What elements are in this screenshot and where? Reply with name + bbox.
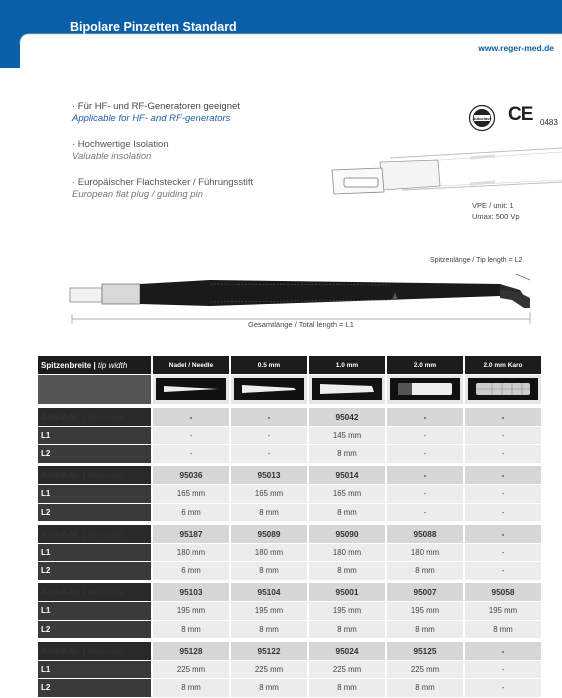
page-title: Bipolare Pinzetten Standard: [70, 20, 237, 34]
table-cell: -: [230, 426, 308, 445]
column-header: 2.0 mm Karo: [464, 356, 542, 375]
table-cell: 95014: [308, 466, 386, 485]
article-row-label: Artikel-Nr. | item code: [38, 408, 152, 427]
forceps-illustration: [60, 262, 540, 324]
tip-image-cell: [152, 375, 230, 405]
feature-isolation: [72, 139, 169, 163]
l1-row: [38, 602, 542, 621]
table-cell: 8 mm: [464, 620, 542, 639]
table-cell: 8 mm: [230, 503, 308, 522]
tip-05-icon: [234, 378, 304, 400]
column-header: 2.0 mm: [386, 356, 464, 375]
tip-image-cell: [464, 375, 542, 405]
article-row: [38, 642, 542, 661]
total-length-label: Gesamtlänge / Total length = L1: [248, 320, 354, 329]
feature-en: European flat plug / guiding pin: [72, 189, 203, 200]
svg-text:Autoclave: Autoclave: [472, 115, 492, 121]
table-header-row: [38, 356, 542, 375]
column-header: 1.0 mm: [308, 356, 386, 375]
vpe-unit: VPE / unit: 1: [472, 201, 514, 210]
table-cell: -: [464, 562, 542, 581]
l2-row-label: L2: [38, 562, 152, 581]
table-cell: -: [464, 660, 542, 679]
table-cell: -: [230, 408, 308, 427]
l1-row-label: L1: [38, 660, 152, 679]
table-cell: 8 mm: [386, 679, 464, 698]
table-cell: -: [152, 408, 230, 427]
table-cell: 180 mm: [230, 543, 308, 562]
table-cell: 95103: [152, 583, 230, 602]
ce-mark: CE: [508, 104, 533, 125]
table-cell: -: [464, 426, 542, 445]
l1-row-label: L1: [38, 602, 152, 621]
l1-row-label: L1: [38, 426, 152, 445]
table-cell: -: [464, 445, 542, 464]
table-cell: 95007: [386, 583, 464, 602]
table-cell: 165 mm: [308, 485, 386, 504]
table-cell: -: [464, 543, 542, 562]
column-header: 0.5 mm: [230, 356, 308, 375]
table-cell: 165 mm: [230, 485, 308, 504]
article-row: [38, 525, 542, 544]
tip-image-row: [38, 375, 542, 405]
table-cell: 95001: [308, 583, 386, 602]
table-cell: 8 mm: [308, 679, 386, 698]
table-cell: 95089: [230, 525, 308, 544]
tip-width-header: Spitzenbreite | tip width: [38, 356, 152, 375]
tip-image-label: [38, 375, 152, 405]
article-row: [38, 583, 542, 602]
article-row-label: Artikel-Nr. | item code: [38, 525, 152, 544]
page-subtitle: Bipolar forceps standard: [70, 39, 206, 53]
table-cell: 95058: [464, 583, 542, 602]
table-cell: 8 mm: [308, 503, 386, 522]
table-cell: -: [464, 485, 542, 504]
table-cell: -: [464, 679, 542, 698]
table-cell: 225 mm: [152, 660, 230, 679]
tip-image-cell: [308, 375, 386, 405]
article-row-label: Artikel-Nr. | item code: [38, 642, 152, 661]
table-cell: 8 mm: [230, 679, 308, 698]
feature-generators: [72, 101, 240, 125]
table-cell: 95128: [152, 642, 230, 661]
l2-row-label: L2: [38, 445, 152, 464]
table-cell: 95125: [386, 642, 464, 661]
l1-row: [38, 660, 542, 679]
header-banner: [0, 0, 562, 68]
table-cell: 8 mm: [386, 620, 464, 639]
table-cell: 8 mm: [152, 620, 230, 639]
column-header: Nadel / Needle: [152, 356, 230, 375]
ce-number: 0483: [540, 118, 558, 127]
table-cell: 180 mm: [308, 543, 386, 562]
table-cell: 95088: [386, 525, 464, 544]
table-cell: 8 mm: [308, 445, 386, 464]
table-cell: -: [386, 426, 464, 445]
table-cell: 8 mm: [386, 562, 464, 581]
table-cell: 95042: [308, 408, 386, 427]
table-cell: -: [464, 466, 542, 485]
connector-illustration: [320, 140, 562, 210]
website-link[interactable]: www.reger-med.de: [478, 43, 554, 53]
feature-de: · Hochwertige Isolation: [72, 139, 169, 150]
table-cell: 8 mm: [308, 620, 386, 639]
autoclave-icon: [468, 104, 496, 132]
table-cell: 6 mm: [152, 503, 230, 522]
table-cell: 8 mm: [308, 562, 386, 581]
packaging-info: [472, 200, 520, 222]
table-cell: 6 mm: [152, 562, 230, 581]
l2-row-label: L2: [38, 679, 152, 698]
table-cell: 225 mm: [308, 660, 386, 679]
l2-row-label: L2: [38, 620, 152, 639]
table-cell: 225 mm: [230, 660, 308, 679]
table-cell: -: [464, 525, 542, 544]
table-cell: -: [464, 408, 542, 427]
table-cell: 95013: [230, 466, 308, 485]
tip-image-cell: [230, 375, 308, 405]
table-cell: 195 mm: [230, 602, 308, 621]
table-cell: -: [230, 445, 308, 464]
table-cell: -: [386, 408, 464, 427]
tip-length-label: Spitzenlänge / Tip length = L2: [430, 257, 523, 264]
table-cell: 195 mm: [152, 602, 230, 621]
feature-plug: [72, 177, 253, 201]
feature-en: Applicable for HF- and RF-generators: [72, 113, 231, 124]
table-cell: 195 mm: [386, 602, 464, 621]
l2-row: [38, 503, 542, 522]
feature-de: · Europäischer Flachstecker / Führungsstift: [72, 177, 254, 188]
table-cell: 145 mm: [308, 426, 386, 445]
l1-row-label: L1: [38, 543, 152, 562]
umax-voltage: Umax: 500 Vp: [472, 212, 520, 221]
table-cell: -: [386, 485, 464, 504]
feature-en: Valuable insolation: [72, 151, 152, 162]
tip-10-icon: [312, 378, 382, 400]
l2-row: [38, 620, 542, 639]
table-cell: 95187: [152, 525, 230, 544]
table-cell: 8 mm: [230, 562, 308, 581]
header-background: [0, 0, 562, 68]
table-cell: -: [386, 445, 464, 464]
table-cell: 8 mm: [230, 620, 308, 639]
table-cell: 165 mm: [152, 485, 230, 504]
needle-tip-icon: [156, 378, 226, 400]
table-cell: 8 mm: [152, 679, 230, 698]
l2-row-label: L2: [38, 503, 152, 522]
tip-image-cell: [386, 375, 464, 405]
table-cell: -: [152, 426, 230, 445]
tip-20-icon: [390, 378, 460, 400]
table-cell: 180 mm: [386, 543, 464, 562]
table-cell: -: [464, 642, 542, 661]
table-cell: -: [152, 445, 230, 464]
l1-row: [38, 485, 542, 504]
table-cell: 95090: [308, 525, 386, 544]
article-row: [38, 466, 542, 485]
table-cell: 180 mm: [152, 543, 230, 562]
table-cell: 195 mm: [308, 602, 386, 621]
table-cell: -: [386, 466, 464, 485]
table-cell: 95036: [152, 466, 230, 485]
l2-row: [38, 679, 542, 698]
article-row-label: Artikel-Nr. | item code: [38, 466, 152, 485]
l1-row: [38, 426, 542, 445]
article-row: [38, 408, 542, 427]
table-cell: 95024: [308, 642, 386, 661]
table-cell: -: [386, 503, 464, 522]
l1-row: [38, 543, 542, 562]
table-cell: 95104: [230, 583, 308, 602]
table-cell: 95122: [230, 642, 308, 661]
article-table: [38, 356, 543, 698]
feature-de: · Für HF- und RF-Generatoren geeignet: [72, 101, 240, 112]
l2-row: [38, 562, 542, 581]
article-row-label: Artikel-Nr. | item code: [38, 583, 152, 602]
table-cell: 195 mm: [464, 602, 542, 621]
table-cell: 225 mm: [386, 660, 464, 679]
table-cell: -: [464, 503, 542, 522]
l1-row-label: L1: [38, 485, 152, 504]
tip-20-karo-icon: [468, 378, 538, 400]
l2-row: [38, 445, 542, 464]
